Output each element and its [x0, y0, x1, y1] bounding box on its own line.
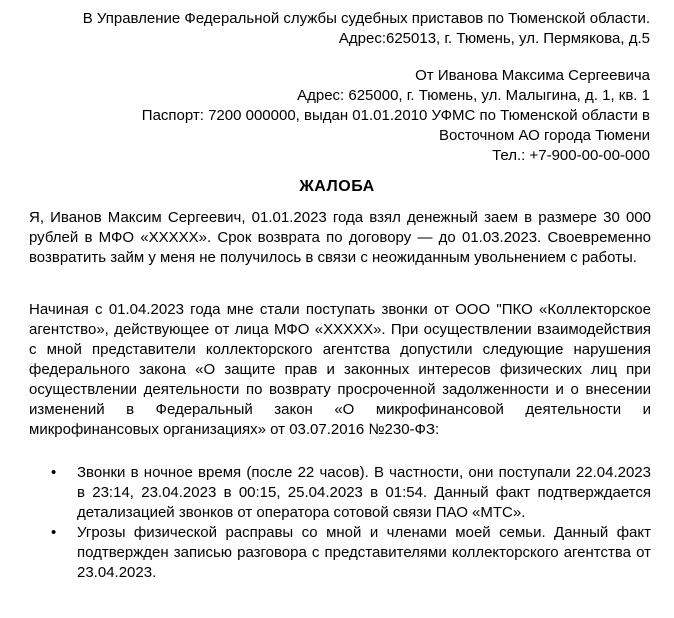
sender-line-name: От Иванова Максима Сергеевича: [415, 67, 650, 84]
recipient-block: [83, 9, 650, 49]
recipient-line-address: Адрес:625013, г. Тюмень, ул. Пермякова, д.5: [338, 30, 650, 47]
list-item-text-night-calls: Звонки в ночное время (после 22 часов). В частности, они поступали 22.04.2023 в 23:14, 23.04.2023 в 00:15, 25.04.2023 в 01:54. Данный факт подтверждается детализацией звонков от оператора сотовой связи ПАО «МТС».: [77, 464, 651, 521]
list-item-text-threats: Угрозы физической расправы со мной и членами моей семьи. Данный факт подтвержден записью разговора с представителями коллекторского агентства от 23.04.2023.: [77, 524, 651, 581]
recipient-line-authority: В Управление Федеральной службы судебных приставов по Тюменской области.: [82, 10, 650, 27]
sender-block: [142, 66, 650, 166]
sender-line-passport: Паспорт: 7200 000000, выдан 01.01.2010 УФМС по Тюменской области в: [141, 107, 650, 124]
sender-line-address: Адрес: 625000, г. Тюмень, ул. Малыгина, д. 1, кв. 1: [297, 87, 650, 104]
paragraph-loan-details: Я, Иванов Максим Сергеевич, 01.01.2023 года взял денежный заем в размере 30 000 рублей в МФО «XXXXX». Срок возврата по договору — до 01.03.2023. Своевременно возвратить займ у меня не получилось в связи с неожиданным увольнением с работы.: [29, 209, 651, 266]
bullet-icon: •: [51, 524, 57, 541]
list-item: [29, 463, 651, 523]
paragraph-violations-intro: Начиная с 01.04.2023 года мне стали поступать звонки от ООО "ПКО «Коллекторское агентство», действующее от лица МФО «XXXXX». При осуществлении взаимодействия с мной представители коллекторского агентства допустили следующие нарушения федерального закона «О защите прав и законных интересов физических лиц при осуществлении деятельности по возврату просроченной задолженности и о внесении изменений в Федеральный закон «О микрофинансовой деятельности и микрофинансовых организациях» от 03.07.2016 №230-ФЗ:: [29, 301, 651, 438]
violations-list: [29, 463, 651, 583]
sender-line-passport-issuer: Восточном АО города Тюмени: [439, 127, 650, 144]
bullet-icon: •: [51, 464, 57, 481]
list-item: [29, 523, 651, 583]
sender-line-phone: Тел.: +7-900-00-00-000: [492, 147, 650, 164]
document-title: ЖАЛОБА: [299, 178, 375, 195]
